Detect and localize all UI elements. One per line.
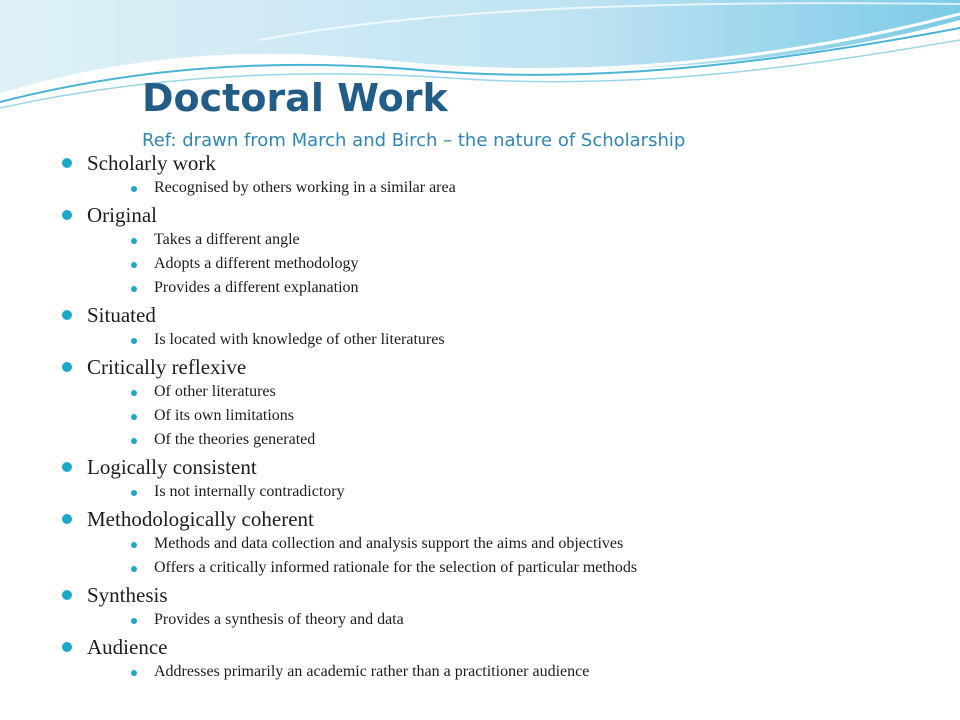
sub-bullet-dot-icon xyxy=(131,490,137,496)
sub-bullet-item xyxy=(62,380,942,404)
sub-bullet-dot-icon xyxy=(131,262,137,268)
bullet-dot-icon xyxy=(62,158,72,168)
sub-bullet-dot-icon xyxy=(131,438,137,444)
bullet-dot-icon xyxy=(62,514,72,524)
sub-bullet-item xyxy=(62,252,942,276)
bullet-dot-icon xyxy=(62,310,72,320)
bullet-label: Synthesis xyxy=(87,583,168,607)
bullet-group xyxy=(62,634,942,684)
sub-bullet-item xyxy=(62,608,942,632)
bullet-item xyxy=(62,202,942,228)
sub-bullet-dot-icon xyxy=(131,414,137,420)
sub-bullet-label: Is located with knowledge of other literatures xyxy=(154,331,445,348)
bullet-dot-icon xyxy=(62,210,72,220)
bullet-label: Situated xyxy=(87,303,156,327)
sub-bullet-label: Is not internally contradictory xyxy=(154,483,345,500)
bullet-item xyxy=(62,634,942,660)
bullet-group xyxy=(62,506,942,580)
bullet-label: Original xyxy=(87,203,157,227)
sub-bullet-item xyxy=(62,556,942,580)
sub-bullet-item xyxy=(62,660,942,684)
sub-bullet-item xyxy=(62,228,942,252)
bullet-group xyxy=(62,354,942,452)
bullet-dot-icon xyxy=(62,642,72,652)
bullet-label: Critically reflexive xyxy=(87,355,247,379)
sub-bullet-label: Provides a synthesis of theory and data xyxy=(154,611,404,628)
slide-title: Doctoral Work xyxy=(142,76,448,120)
sub-bullet-dot-icon xyxy=(131,390,137,396)
sub-bullet-label: Recognised by others working in a similar area xyxy=(154,179,456,196)
sub-bullet-dot-icon xyxy=(131,542,137,548)
sub-bullet-label: Of its own limitations xyxy=(154,407,294,424)
bullet-list xyxy=(62,150,942,686)
sub-bullet-dot-icon xyxy=(131,186,137,192)
bullet-item xyxy=(62,150,942,176)
sub-bullet-item xyxy=(62,328,942,352)
bullet-label: Methodologically coherent xyxy=(87,507,314,531)
sub-bullet-dot-icon xyxy=(131,238,137,244)
bullet-group xyxy=(62,150,942,200)
bullet-item xyxy=(62,582,942,608)
bullet-item xyxy=(62,354,942,380)
sub-bullet-item xyxy=(62,532,942,556)
sub-bullet-label: Takes a different angle xyxy=(154,231,300,248)
bullet-label: Logically consistent xyxy=(87,455,257,479)
bullet-item xyxy=(62,302,942,328)
sub-bullet-label: Offers a critically informed rationale for the selection of particular methods xyxy=(154,559,638,576)
sub-bullet-item xyxy=(62,404,942,428)
sub-bullet-label: Provides a different explanation xyxy=(154,279,359,296)
bullet-group xyxy=(62,302,942,352)
bullet-label: Audience xyxy=(87,635,168,659)
sub-bullet-label: Of other literatures xyxy=(154,383,276,400)
sub-bullet-label: Methods and data collection and analysis support the aims and objectives xyxy=(154,535,624,552)
bullet-item xyxy=(62,454,942,480)
sub-bullet-dot-icon xyxy=(131,566,137,572)
sub-bullet-dot-icon xyxy=(131,618,137,624)
sub-bullet-item xyxy=(62,480,942,504)
sub-bullet-item xyxy=(62,276,942,300)
sub-bullet-dot-icon xyxy=(131,670,137,676)
slide-subtitle: Ref: drawn from March and Birch – the nature of Scholarship xyxy=(142,130,686,151)
sub-bullet-label: Addresses primarily an academic rather than a practitioner audience xyxy=(154,663,590,680)
bullet-item xyxy=(62,506,942,532)
bullet-group xyxy=(62,454,942,504)
bullet-dot-icon xyxy=(62,462,72,472)
sub-bullet-dot-icon xyxy=(131,286,137,292)
sub-bullet-item xyxy=(62,428,942,452)
bullet-group xyxy=(62,582,942,632)
sub-bullet-label: Adopts a different methodology xyxy=(154,255,359,272)
bullet-dot-icon xyxy=(62,590,72,600)
bullet-dot-icon xyxy=(62,362,72,372)
sub-bullet-dot-icon xyxy=(131,338,137,344)
sub-bullet-label: Of the theories generated xyxy=(154,431,316,448)
sub-bullet-item xyxy=(62,176,942,200)
bullet-label: Scholarly work xyxy=(87,151,216,175)
bullet-group xyxy=(62,202,942,300)
